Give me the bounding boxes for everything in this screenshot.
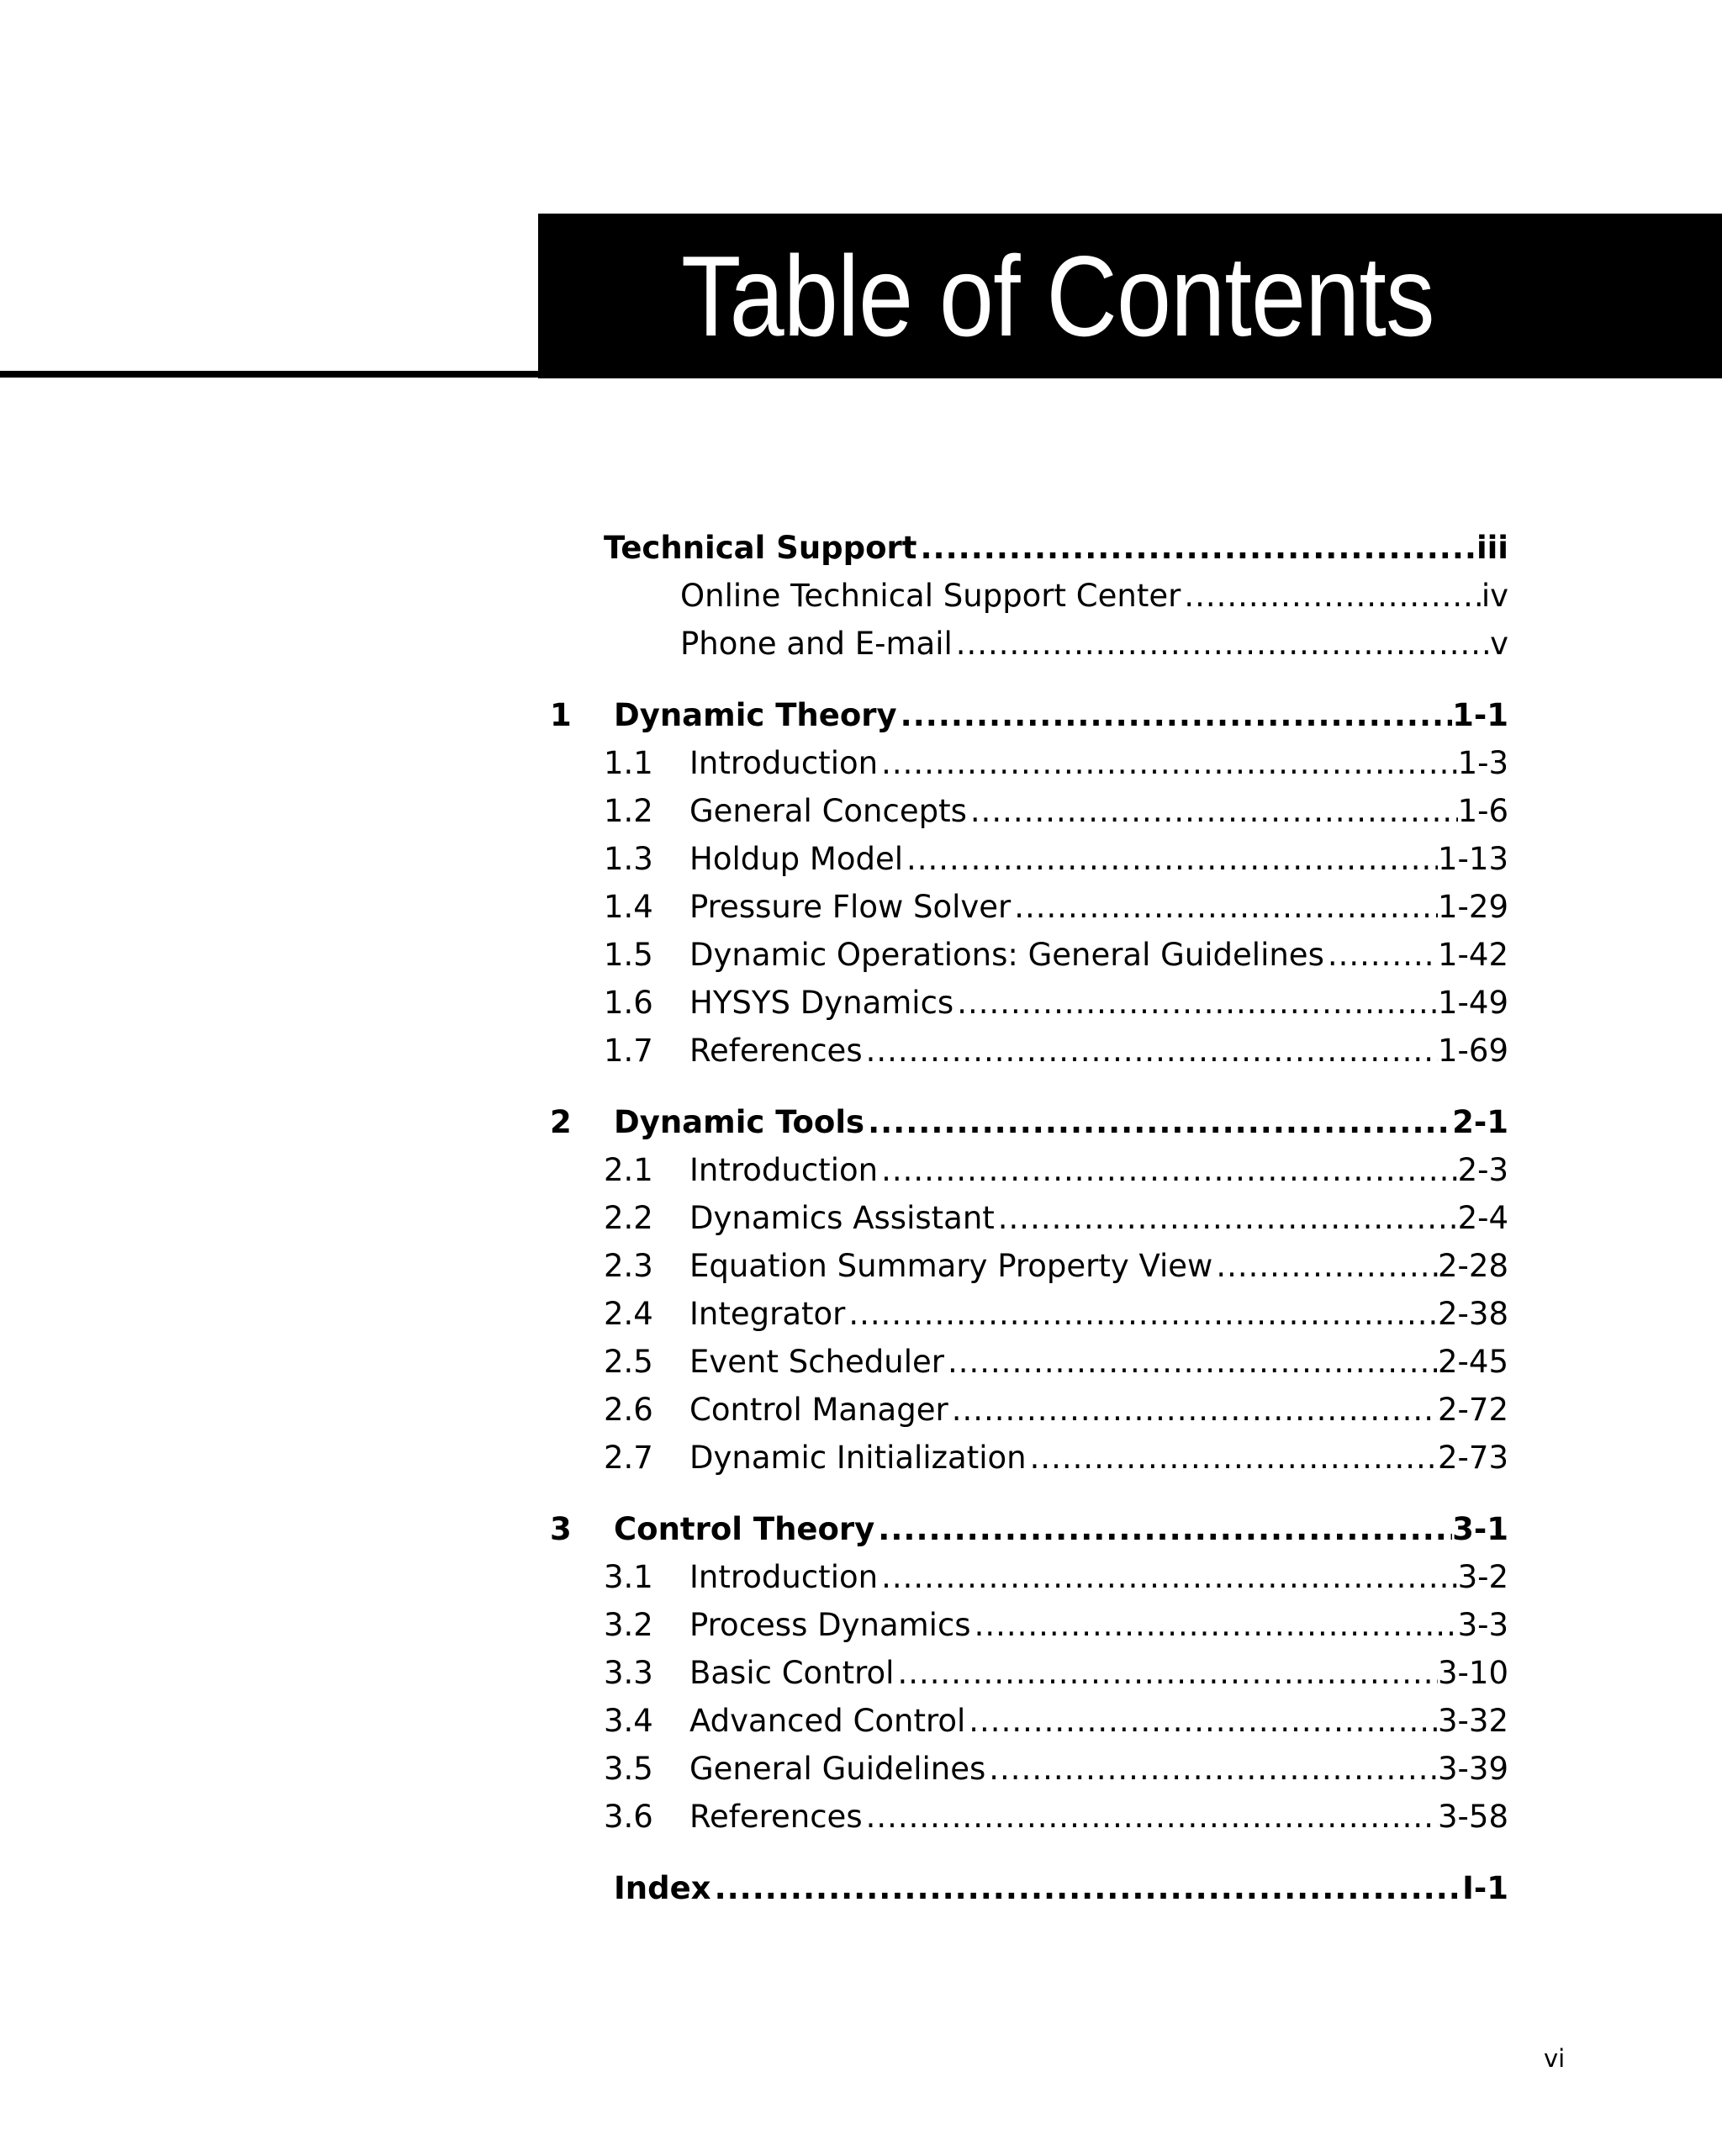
toc-entry-title: Equation Summary Property View <box>689 1248 1213 1284</box>
toc-entry-number: 3.6 <box>604 1799 653 1835</box>
toc-entry-title: Process Dynamics <box>689 1607 971 1643</box>
toc-section-entry[interactable] <box>0 980 1722 1027</box>
toc-entry-page: 1-49 <box>1438 985 1508 1021</box>
toc-chapter-entry[interactable] <box>0 1099 1722 1146</box>
toc-chapter-entry[interactable] <box>0 1865 1722 1912</box>
toc-dot-leader <box>1181 573 1481 620</box>
toc-section-entry[interactable] <box>0 1650 1722 1697</box>
toc-dot-leader <box>944 1339 1438 1386</box>
toc-entry-title: Online Technical Support Center <box>680 578 1181 614</box>
toc-entry-page: 1-3 <box>1457 745 1508 781</box>
toc-entry-number: 3.5 <box>604 1751 653 1787</box>
toc-dot-leader <box>878 1147 1458 1194</box>
toc-entry-number: 2.6 <box>604 1392 653 1428</box>
toc-chapter-entry[interactable] <box>0 692 1722 739</box>
toc-entry-title: Introduction <box>689 1559 879 1595</box>
toc-entry-page: v <box>1490 626 1508 662</box>
toc-entry-title: Pressure Flow Solver <box>689 889 1012 925</box>
toc-dot-leader <box>1011 884 1438 931</box>
page-number: vi <box>1544 2044 1566 2073</box>
toc-entry-page: 2-72 <box>1438 1392 1508 1428</box>
toc-entry-number: 1.4 <box>604 889 653 925</box>
toc-entry-number: 1.6 <box>604 985 653 1021</box>
toc-entry-number: 1.7 <box>604 1033 653 1069</box>
toc-section-entry[interactable] <box>0 1147 1722 1194</box>
page-title: Table of Contents <box>681 232 1434 360</box>
toc-section-entry[interactable] <box>0 1554 1722 1601</box>
toc-entry-number: 3.2 <box>604 1607 653 1643</box>
toc-dot-leader <box>863 1028 1438 1075</box>
toc-entry-number: 3.3 <box>604 1655 653 1691</box>
toc-entry-title: Advanced Control <box>689 1703 966 1739</box>
toc-dot-leader <box>971 1602 1458 1649</box>
toc-entry-page: 1-6 <box>1457 793 1508 829</box>
toc-dot-leader <box>995 1195 1458 1242</box>
toc-entry-title: Dynamic Theory <box>614 697 897 733</box>
toc-entry-page: 3-10 <box>1438 1655 1508 1691</box>
toc-entry-title: Technical Support <box>604 530 917 566</box>
toc-section-entry[interactable] <box>0 1387 1722 1434</box>
toc-entry-page: I-1 <box>1462 1870 1508 1906</box>
toc-dot-leader <box>894 1650 1438 1697</box>
toc-dot-leader <box>874 1506 1452 1553</box>
toc-dot-leader <box>948 1387 1438 1434</box>
toc-entry-title: Introduction <box>689 745 879 781</box>
toc-section-entry[interactable] <box>0 884 1722 931</box>
toc-dot-leader <box>965 1698 1438 1745</box>
toc-dot-leader <box>864 1099 1452 1146</box>
toc-entry-number: 2.3 <box>604 1248 653 1284</box>
toc-dot-leader <box>953 980 1438 1027</box>
toc-entry-page: 2-3 <box>1457 1152 1508 1188</box>
toc-section-entry[interactable] <box>0 788 1722 835</box>
toc-entry-page: 2-1 <box>1452 1104 1508 1140</box>
toc-entry-page: 2-28 <box>1438 1248 1508 1284</box>
toc-section-entry[interactable] <box>0 1602 1722 1649</box>
toc-entry-number: 1.2 <box>604 793 653 829</box>
toc-entry-number: 1.5 <box>604 937 653 973</box>
toc-dot-leader <box>967 788 1458 835</box>
toc-section-entry[interactable] <box>0 1291 1722 1338</box>
toc-dot-leader <box>985 1746 1438 1793</box>
toc-entry-page: 1-29 <box>1438 889 1508 925</box>
toc-dot-leader <box>711 1865 1463 1912</box>
toc-entry-title: Phone and E-mail <box>680 626 953 662</box>
toc-entry-page: iii <box>1476 530 1508 566</box>
toc-section-entry[interactable] <box>0 1028 1722 1075</box>
toc-dot-leader <box>1212 1243 1438 1290</box>
toc-dot-leader <box>897 692 1452 739</box>
toc-entry-number: 2.4 <box>604 1296 653 1332</box>
toc-entry-title: Dynamic Tools <box>614 1104 865 1140</box>
toc-entry-page: iv <box>1481 578 1508 614</box>
toc-entry-number: 2.2 <box>604 1200 653 1236</box>
toc-entry-title: Dynamic Initialization <box>689 1440 1027 1476</box>
toc-entry-page: 1-42 <box>1438 937 1508 973</box>
toc-entry-page: 2-45 <box>1438 1344 1508 1380</box>
toc-section-entry[interactable] <box>0 1698 1722 1745</box>
toc-entry-page: 3-1 <box>1452 1511 1508 1547</box>
toc-entry-title: Control Manager <box>689 1392 948 1428</box>
toc-entry-page: 3-39 <box>1438 1751 1508 1787</box>
toc-entry-page: 2-73 <box>1438 1440 1508 1476</box>
toc-section-entry[interactable] <box>0 836 1722 883</box>
toc-entry-number: 3.4 <box>604 1703 653 1739</box>
toc-entry-title: Index <box>614 1870 711 1906</box>
toc-entry-page: 3-58 <box>1438 1799 1508 1835</box>
toc-entry-number: 2 <box>550 1104 572 1140</box>
toc-entry-title: Holdup Model <box>689 841 904 877</box>
toc-entry-page: 1-1 <box>1452 697 1508 733</box>
toc-section-entry[interactable] <box>0 1794 1722 1841</box>
toc-section-entry[interactable] <box>0 740 1722 787</box>
toc-dot-leader <box>1027 1435 1438 1482</box>
toc-dot-leader <box>953 621 1490 668</box>
toc-entry-page: 1-69 <box>1438 1033 1508 1069</box>
toc-entry-number: 1.3 <box>604 841 653 877</box>
toc-dot-leader <box>903 836 1438 883</box>
toc-chapter-entry[interactable] <box>0 525 1722 572</box>
toc-section-entry[interactable] <box>0 1243 1722 1290</box>
toc-entry-number: 3.1 <box>604 1559 653 1595</box>
toc-section-entry[interactable] <box>0 573 1722 620</box>
toc-section-entry[interactable] <box>0 1195 1722 1242</box>
toc-entry-title: Event Scheduler <box>689 1344 944 1380</box>
toc-entry-page: 3-3 <box>1457 1607 1508 1643</box>
toc-dot-leader <box>1324 932 1438 979</box>
toc-section-entry[interactable] <box>0 1339 1722 1386</box>
toc-dot-leader <box>917 525 1476 572</box>
toc-entry-number: 2.5 <box>604 1344 653 1380</box>
toc-entry-page: 2-4 <box>1457 1200 1508 1236</box>
toc-entry-number: 1 <box>550 697 572 733</box>
toc-entry-page: 3-2 <box>1457 1559 1508 1595</box>
toc-entry-title: References <box>689 1799 863 1835</box>
toc-entry-number: 3 <box>550 1511 572 1547</box>
toc-section-entry[interactable] <box>0 1435 1722 1482</box>
toc-entry-title: Dynamic Operations: General Guidelines <box>689 937 1324 973</box>
toc-dot-leader <box>878 1554 1458 1601</box>
toc-entry-title: HYSYS Dynamics <box>689 985 954 1021</box>
toc-entry-title: General Guidelines <box>689 1751 986 1787</box>
toc-entry-title: References <box>689 1033 863 1069</box>
toc-entry-page: 2-38 <box>1438 1296 1508 1332</box>
toc-chapter-entry[interactable] <box>0 1506 1722 1553</box>
toc-entry-page: 3-32 <box>1438 1703 1508 1739</box>
toc-entry-number: 2.1 <box>604 1152 653 1188</box>
toc-section-entry[interactable] <box>0 621 1722 668</box>
toc-entry-title: Basic Control <box>689 1655 895 1691</box>
toc-entry-page: 1-13 <box>1438 841 1508 877</box>
toc-section-entry[interactable] <box>0 1746 1722 1793</box>
toc-entry-number: 2.7 <box>604 1440 653 1476</box>
toc-entry-title: Control Theory <box>614 1511 875 1547</box>
toc-entry-title: Dynamics Assistant <box>689 1200 995 1236</box>
toc-dot-leader <box>878 740 1458 787</box>
toc-entry-title: Integrator <box>689 1296 846 1332</box>
toc-entry-title: Introduction <box>689 1152 879 1188</box>
toc-dot-leader <box>863 1794 1438 1841</box>
toc-entry-number: 1.1 <box>604 745 653 781</box>
toc-dot-leader <box>845 1291 1438 1338</box>
toc-entry-title: General Concepts <box>689 793 967 829</box>
toc-section-entry[interactable] <box>0 932 1722 979</box>
